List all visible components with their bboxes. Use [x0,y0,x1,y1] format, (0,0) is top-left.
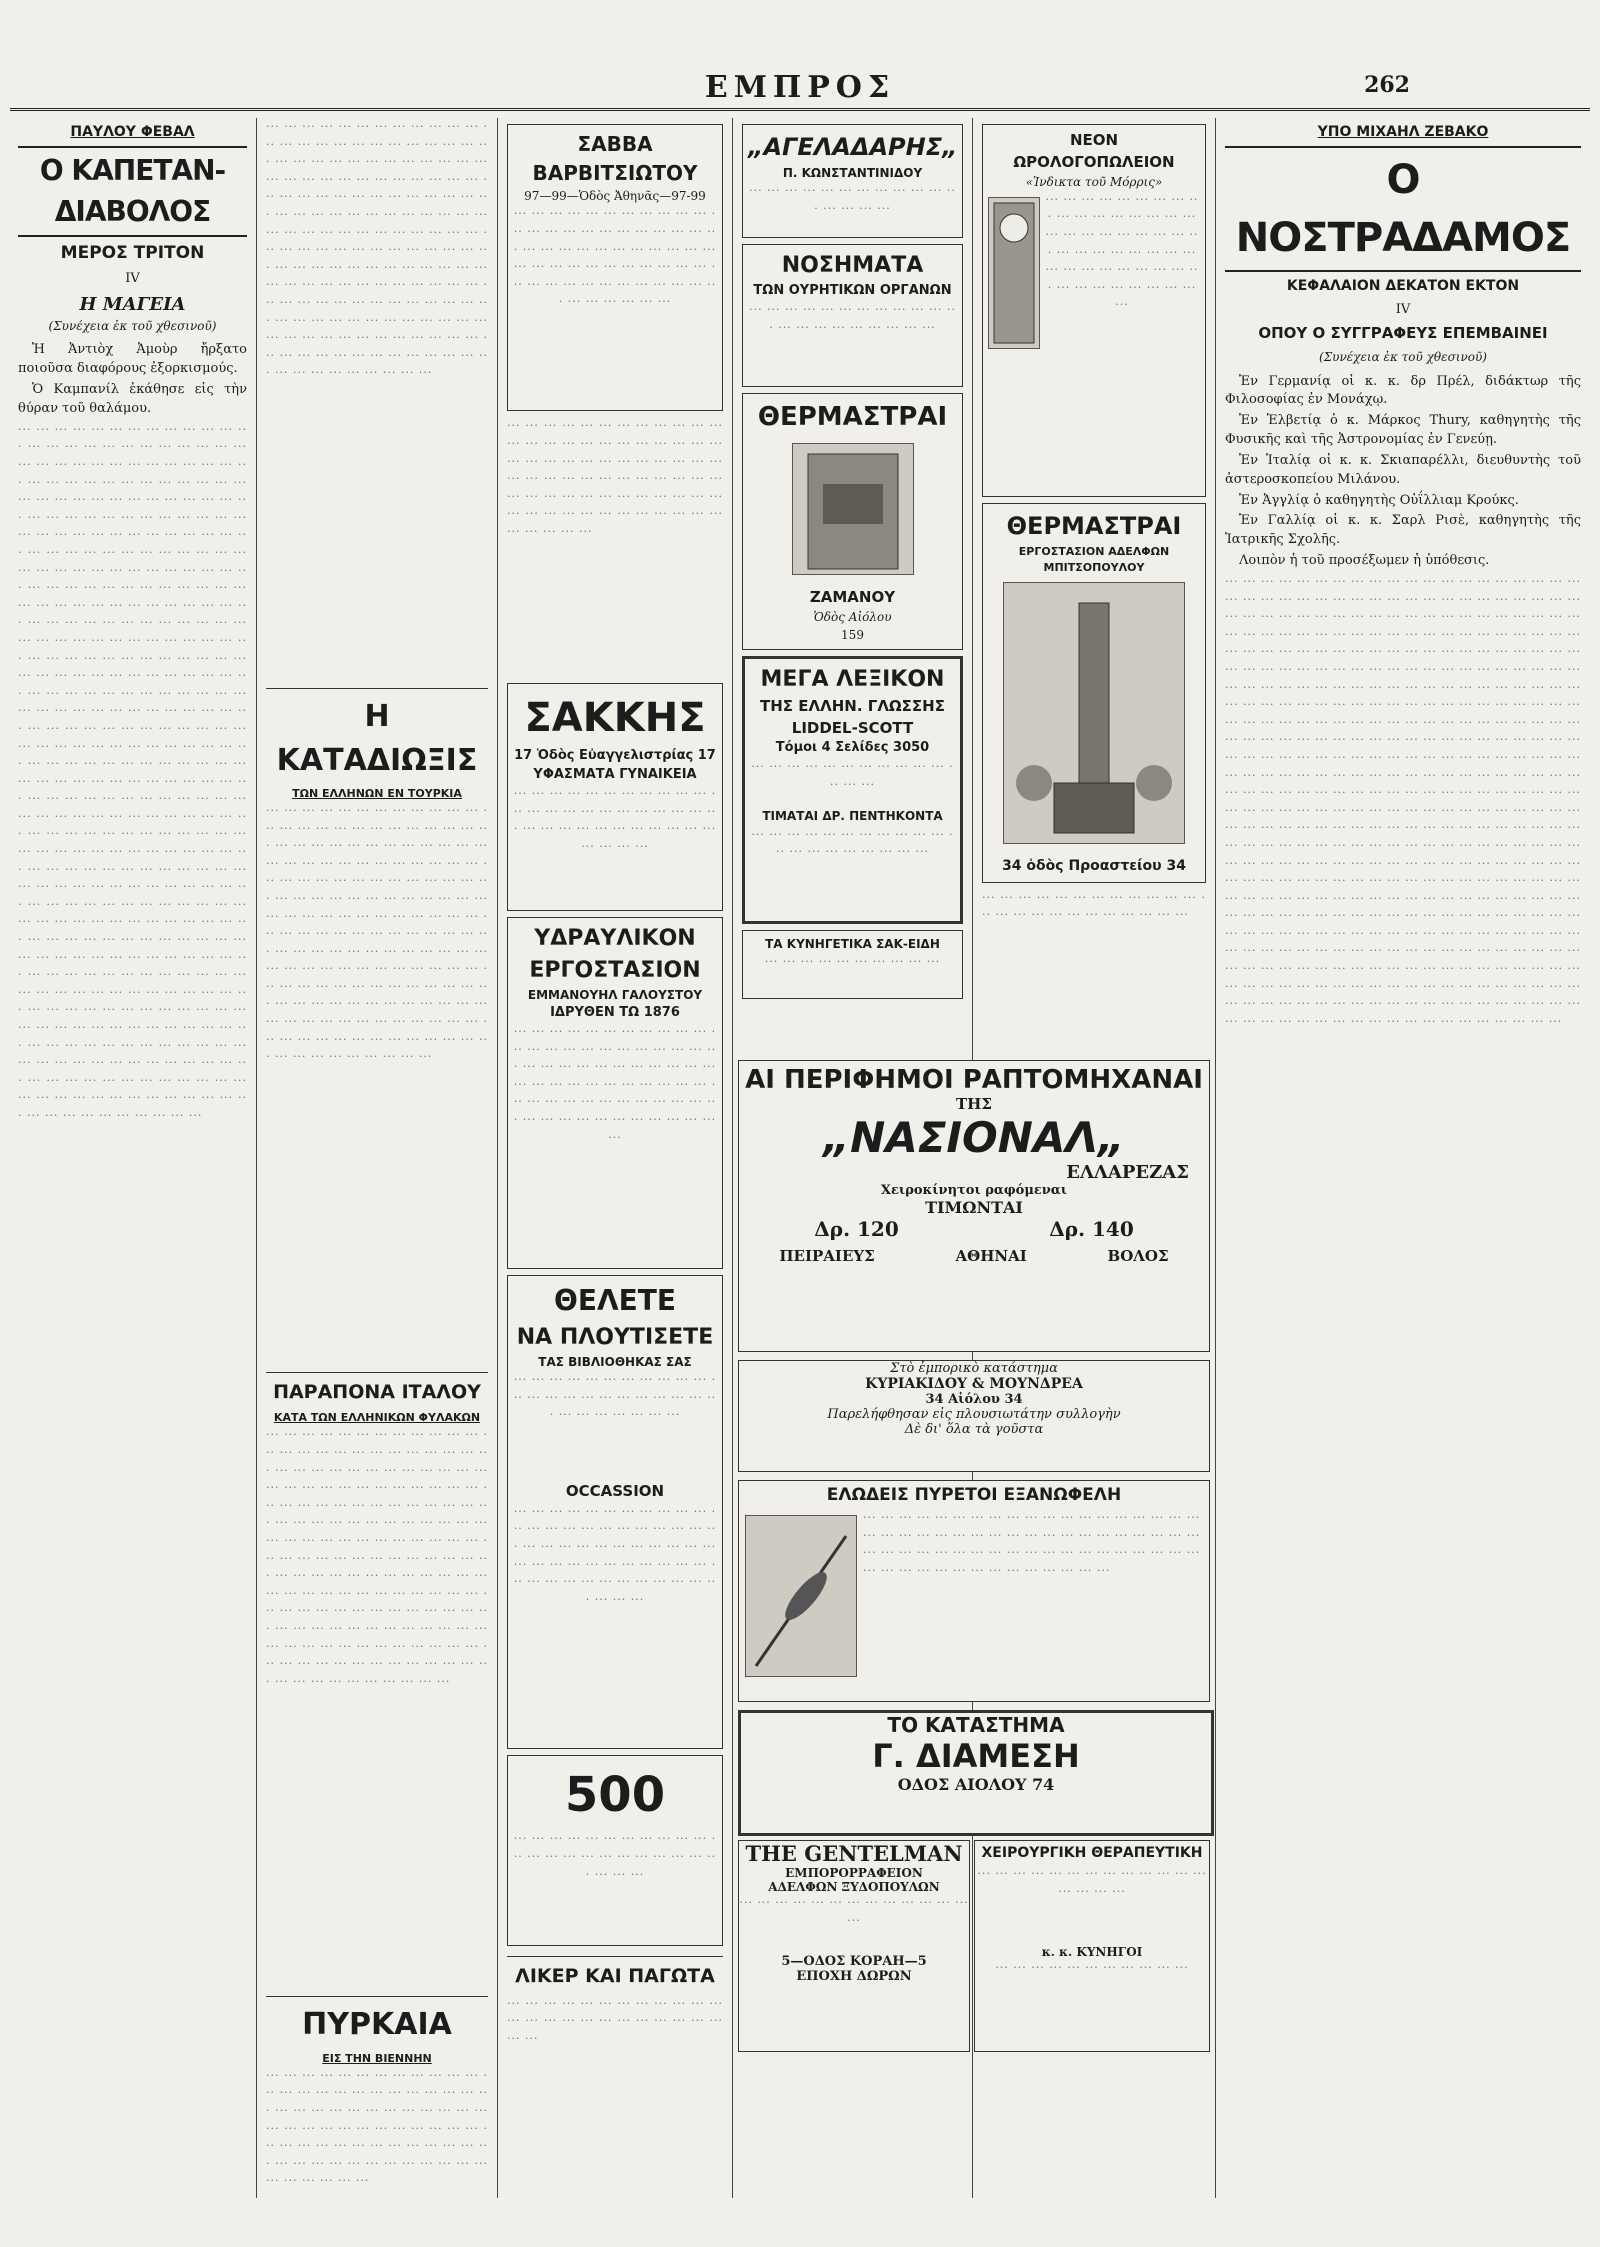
illegible-body-text: ··· ··· ··· ··· ··· ··· ··· ··· ··· ··· ··· ··· ··· ··· ··· ··· ··· ··· ··· ··· ··· ··· ··· ··· ··· ··· ··· ··· ··· ··· ··· ··· ··· ··· ··· ··· ··· ··· ··· ··· ··· ··· ··· ··· ··· ··· ··· ··· ··· ··· ··· ··· ··· ··· ··· ··· ··· ··· ··· ··· ··· ··· ··· ··· ··· ··· ··· ··· ··· ··· ··· ··· ··· ··· ··· ··· ··· ··· ··· ··· ··· ··· ··· ··· ··· ··· ··· ··· ··· ··· ··· ··· ··· ··· ··· ··· ··· ··· ··· ··· ··· ··· ··· ··· ··· ··· ··· ··· ··· ··· ··· ··· ··· ··· ··· ··· ··· ··· ··· ··· ··· ··· ··· ··· ··· ··· ··· ··· ··· ··· ··· ··· ··· ··· ··· ··· ··· ··· ··· ··· ··· ··· ··· ··· ··· ··· ··· ··· ··· ··· ··· ··· ··· ··· ··· ··· ··· ··· ··· ··· ··· ··· ··· ··· ··· ··· ··· ··· ··· ··· ··· ··· ··· ··· ··· ··· ··· ··· ··· ··· ··· ··· ··· ··· ··· ··· ··· ··· ··· ··· ··· ··· ··· ··· ··· ··· ··· ··· ··· ··· ··· ··· ··· ··· ··· ··· ··· ··· ··· ··· ··· ··· ··· ··· ··· ··· ··· ··· ··· ··· ··· ··· ··· ··· ··· ··· ··· ··· ··· ··· ··· ··· ··· ··· ··· ··· ··· ··· ··· ··· ··· ··· ··· ··· ··· ··· ··· ··· ··· ··· ··· ··· ··· ··· ··· ··· ··· ··· ··· ··· ··· ··· ··· ··· ··· ··· ··· ··· ··· ··· ··· ··· ··· ··· ··· ··· ··· ··· ··· ··· ··· ··· ··· ··· ··· ··· ··· ··· ··· ··· ··· ··· ··· ··· ··· ··· ··· ··· ··· ··· ··· ··· ··· ··· ··· ··· ··· ··· ··· ··· ··· ··· ··· ··· ··· ··· ··· ··· ··· ··· ··· ··· ··· ··· ··· ··· ··· ··· ··· ··· ··· ··· ··· ··· ··· ··· ··· ··· ··· ··· ··· ··· ··· ··· ··· ··· ··· ··· ··· ··· ··· ··· ··· ··· ··· ··· ··· ··· ··· ··· ··· ··· ··· ··· ··· ··· ··· ··· ··· ··· ··· ··· ··· ··· ··· ··· ··· ··· ··· ··· ··· ··· ··· ··· ··· ··· ··· ··· ··· ··· ··· ··· ··· ··· ··· ··· ··· ··· ··· ··· ··· ··· ··· ··· ··· ··· ··· ··· ··· ··· ··· ··· ··· ··· ··· ··· ··· ··· ··· ··· ··· ··· ··· ··· ··· ··· ··· ··· ··· ··· ··· ··· ··· ··· ··· ··· ··· ··· ··· ··· ··· ··· ··· ··· ··· ··· ··· ··· ··· ··· ··· ··· ··· ··· ··· ··· ··· ··· ··· ··· ··· ··· ··· ··· ··· ··· ··· ··· ··· ··· ··· ··· ··· ··· ··· ··· ··· ··· ··· ··· ··· ··· ··· ··· ··· ··· ··· ··· ··· ··· ··· ··· ··· ··· ··· ··· ··· ··· [18,422,247,1122]
stove-illustration [792,443,914,575]
ad-stoves-bitsopoulou [982,503,1206,883]
illegible-ad-text: ··· ··· ··· ··· ··· ··· ··· ··· ··· ··· ··· ··· ··· ··· ··· ··· [749,184,956,215]
ad-hunter-heading: κ. κ. ΚΥΝΗΓΟΙ [1041,1945,1143,1959]
stove-illustration [1003,582,1185,844]
page-number: 262 [1364,72,1410,98]
news-headline-italian: ΠΑΡΑΠΟΝΑ ΙΤΑΛΟΥ [266,1372,488,1407]
ad-address: 97—99—Ὁδὸς Ἀθηνᾶς—97-99 [524,189,706,203]
ad-heading: ΕΛΩΔΕΙΣ ΠΥΡΕΤΟΙ ΕΞΑΝΩΦΕΛΗ [826,1485,1122,1505]
ad-fever [738,1480,1210,1702]
illegible-body-text: ··· ··· ··· ··· ··· ··· ··· ··· ··· ··· ··· ··· ··· ··· ··· ··· ··· ··· ··· ··· ··· ··· ··· ··· ··· ··· ··· ··· ··· ··· ··· ··· ··· ··· ··· ··· ··· ··· ··· ··· ··· ··· ··· ··· ··· ··· ··· ··· ··· ··· ··· ··· ··· ··· ··· ··· ··· ··· ··· ··· ··· ··· ··· ··· ··· ··· ··· ··· ··· ··· ··· ··· ··· ··· ··· ··· ··· [507,419,723,538]
serial-paragraph: Ὁ Καμπανίλ ἐκάθησε εἰς τὴν θύραν τοῦ θαλάμου. [18,382,247,416]
serial-part: ΜΕΡΟΣ ΤΡΙΤΟΝ [60,243,205,264]
illegible-ad-text: ··· ··· ··· ··· ··· ··· ··· ··· ··· ··· ··· ··· ··· ··· ··· ··· ··· ··· ··· ··· ··· ··· ··· ··· ··· ··· ··· ··· ··· ··· ··· ··· ··· ··· ··· ··· ··· ··· [513,787,717,853]
serial-paragraph: Λοιπὸν ἡ τοῦ προσέξωμεν ἡ ὑπόθεσις. [1239,553,1490,569]
ad-heading: ΘΕΡΜΑΣΤΡΑΙ [1006,511,1182,540]
serial-author: ΠΑΥΛΟΥ ΦΕΒΑΛ [70,124,195,140]
ad-heading: „ΑΓΕΛΑΔΑΡΗΣ„ [748,133,958,161]
news-headline-fire: ΠΥΡΚΑΙΑ [266,1996,488,2047]
ad-owner: ΑΔΕΛΦΩΝ ΞΥΔΟΠΟΥΛΩΝ [768,1880,940,1894]
illegible-ad-text: ··· ··· ··· ··· ··· ··· ··· ··· ··· ··· ··· ··· ··· ··· ··· ··· ··· ··· ··· ··· ··· ··· ··· ··· ··· ··· ··· ··· ··· ··· ··· ··· ··· ··· ··· ··· ··· ··· ··· ··· ··· ··· ··· ··· ··· ··· ··· ··· ··· ··· ··· ··· ··· ··· ··· ··· ··· ··· ··· ··· [513,1504,717,1606]
ad-intro: ΤΟ ΚΑΤΑΣΤΗΜΑ [887,1713,1065,1737]
ad-heading: ΘΕΡΜΑΣΤΡΑΙ [757,401,948,432]
clock-illustration [988,197,1040,349]
illegible-ad-text: ··· ··· ··· ··· ··· ··· ··· ··· ··· ··· ··· ··· ··· ··· ··· ··· ··· ··· ··· ··· ··· ··· ··· ··· ··· ··· [507,1996,723,2046]
ad-subheading: ΥΦΑΣΜΑΤΑ ΓΥΝΑΙΚΕΙΑ [533,767,697,783]
ad-heading: ΣΑΚΚΗΣ [524,695,706,742]
ad-street: Ὁδὸς Αἰόλου [813,610,892,625]
ad-heading: THE GENTELMAN [745,1841,963,1866]
column-serial-kapetan [10,118,255,2198]
ad-year: ΙΔΡΥΘΕΝ ΤΩ 1876 [550,1005,680,1021]
mosquito-illustration [745,1515,857,1677]
column-divider [256,118,257,2198]
ad-subheading: «Ἰνδικτα τοῦ Μόρρις» [1025,174,1163,189]
illegible-ad-text: ··· ··· ··· ··· ··· ··· ··· ··· ··· ··· ··· ··· ··· ··· ··· ··· ··· ··· ··· ··· ··· ··· ··· ··· ··· ··· [513,1832,717,1881]
masthead [0,70,1600,105]
ad-books [507,1275,723,1749]
ad-line: Στὸ ἐμπορικὸ κατάστημα [890,1361,1058,1376]
column-serial-nostradamus [1217,118,1589,2198]
ad-address: 5—ΟΔΟΣ ΚΟΡΑΗ—5 [781,1954,927,1969]
ad-heading: ΘΕΛΕΤΕ [554,1284,676,1318]
ad-hydraulic-factory [507,917,723,1269]
ad-brand: „ΝΑΣΙΟΝΑΛ„ [823,1113,1125,1162]
column-divider [1215,118,1216,2198]
ad-line: Χειροκίνητοι ραφόμεναι [880,1183,1068,1198]
ad-pages: Τόμοι 4 Σελίδες 3050 [775,740,930,756]
ad-line: ΤΑΣ ΒΙΒΛΙΟΘΗΚΑΣ ΣΑΣ [538,1354,692,1369]
ad-heading: ΑΙ ΠΕΡΙΦΗΜΟΙ ΡΑΠΤΟΜΗΧΑΝΑΙ [745,1065,1203,1095]
ad-sakkis [507,683,723,911]
ad-sewing-machines [738,1060,1210,1352]
illegible-ad-text: ··· ··· ··· ··· ··· ··· ··· ··· ··· ··· ··· ··· ··· ··· ··· ··· ··· ··· ··· ··· [751,827,954,859]
column-divider [732,118,733,2198]
serial-continued-note: (Συνέχεια ἐκ τοῦ χθεσινοῦ) [1319,350,1487,365]
illegible-ad-text: ··· ··· ··· ··· ··· ··· ··· ··· ··· ··· [764,955,941,968]
ad-address: ΟΔΟΣ ΑΙΟΛΟΥ 74 [897,1775,1055,1794]
ad-surgical [974,1840,1210,2052]
ad-heading: ΜΕΓΑ ΛΕΞΙΚΟΝ [760,666,945,692]
ad-line: LIDDEL-SCOTT [791,718,914,737]
ad-heading: ΣΑΒΒΑ ΒΑΡΒΙΤΣΙΩΤΟΥ [532,132,698,185]
ad-line: Παρελήφθησαν εἰς πλουσιωτάτην συλλογὴν [827,1407,1121,1422]
news-subheadline: ΤΩΝ ΕΛΛΗΝΩΝ ΕΝ ΤΟΥΡΚΙΑ [292,787,462,800]
ad-price: Δρ. 120 [814,1217,899,1241]
ad-heading: ΝΕΟΝ ΩΡΟΛΟΓΟΠΩΛΕΙΟΝ [1013,131,1175,171]
ad-city: ΠΕΙΡΑΙΕΥΣ [779,1247,875,1265]
illegible-body-text: ··· ··· ··· ··· ··· ··· ··· ··· ··· ··· ··· ··· ··· ··· ··· ··· ··· ··· ··· ··· ··· ··· ··· ··· [982,890,1206,922]
illegible-ad-text: ··· ··· ··· ··· ··· ··· ··· ··· ··· ··· ··· ··· ··· ··· ··· ··· ··· ··· ··· ··· ··· ··· ··· ··· ··· ··· ··· ··· ··· ··· ··· ··· ··· ··· ··· ··· ··· ··· ··· ··· ··· ··· ··· ··· ··· ··· ··· ··· ··· ··· ··· ··· ··· ··· ··· ··· ··· ··· ··· ··· ··· ··· ··· [513,207,717,309]
ad-subheading: ΤΩΝ ΟΥΡΗΤΙΚΩΝ ΟΡΓΑΝΩΝ [753,283,952,299]
illegible-ad-text: ··· ··· ··· ··· ··· ··· ··· ··· ··· ··· ··· ··· ··· ··· ··· ··· ··· [977,1867,1207,1898]
serial-continued-note: (Συνέχεια ἐκ τοῦ χθεσινοῦ) [48,319,217,334]
serial-paragraph: Ἐν Ἑλβετίᾳ ὁ κ. Μάρκος Thury, καθηγητὴς τῆς Φυσικῆς καὶ τῆς Ἀστρονομίας ἐν Γενεύῃ. [1225,413,1581,448]
newspaper-title: ΕΜΠΡΟΣ [704,70,896,105]
ad-hunting [742,930,963,999]
ad-heading: ΧΕΙΡΟΥΡΓΙΚΗ ΘΕΡΑΠΕΥΤΙΚΗ [981,1845,1203,1861]
ad-subheading: ΕΜΜΑΝΟΥΗΛ ΓΑΛΟΥΣΤΟΥ [527,987,703,1002]
ad-city: ΑΘΗΝΑΙ [955,1247,1027,1265]
column-divider [497,118,498,2198]
serial-paragraph: Ἐν Γερμανίᾳ οἱ κ. κ. δρ Πρέλ, διδάκτωρ τῆς Φιλοσοφίας ἐν Μονάχῳ. [1225,373,1581,408]
column-ads-1 [499,118,731,2198]
ad-city: ΒΟΛΟΣ [1107,1247,1169,1265]
news-subheadline: ΕΙΣ ΤΗΝ ΒΙΕΝΝΗΝ [322,2051,432,2065]
serial-paragraph: Ἡ Ἀντιὸχ Ἀμοὺρ ἤρξατο ποιοῦσα διαφόρους ἐξορκισμούς. [18,342,247,377]
ad-gentleman [738,1840,970,2052]
news-subheadline: ΚΑΤΑ ΤΩΝ ΕΛΛΗΝΙΚΩΝ ΦΥΛΑΚΩΝ [273,1411,481,1425]
masthead-rule [10,108,1590,111]
column-news [258,118,496,2198]
ad-price: Δρ. 140 [1049,1217,1134,1241]
ad-subheading: ΕΜΠΟΡΟΡΡΑΦΕΙΟΝ [785,1866,923,1880]
ad-representative: ΕΛΛΑΡΕΖΑΣ [1066,1162,1189,1183]
ad-heading: Γ. ΔΙΑΜΕΣΗ [872,1737,1080,1775]
ad-heading: ΥΔΡΑΥΛΙΚΟΝ ΕΡΓΟΣΤΑΣΙΟΝ [529,926,701,983]
ad-watchmaker [982,124,1206,497]
ad-line: Δὲ δι' ὅλα τὰ γοῦστα [904,1422,1044,1437]
ad-500-envelopes [507,1755,723,1947]
illegible-ad-text: ··· ··· ··· ··· ··· ··· ··· ··· ··· ··· ··· ··· ··· ··· ··· ··· ··· ··· ··· ··· ··· ··· ··· ··· ··· ··· ··· ··· ··· ··· ··· ··· ··· ··· ··· ··· ··· ··· ··· ··· ··· ··· ··· ··· ··· ··· ··· ··· ··· ··· ··· ··· ··· ··· ··· ··· ··· ··· ··· ··· ··· ··· ··· ··· ··· ··· ··· ··· ··· [513,1025,717,1144]
ad-subheading: ΤΗΣ ΕΛΛΗΝ. ΓΛΩΣΣΗΣ [760,696,945,715]
serial-roman-numeral: IV [1395,301,1411,317]
illegible-ad-text: ··· ··· ··· ··· ··· ··· ··· ··· ··· ··· ··· ··· ··· ··· ··· ··· ··· ··· ··· ··· ··· ··· ··· ··· ··· ··· ··· ··· ··· ··· [513,1372,717,1422]
illegible-body-text: ··· ··· ··· ··· ··· ··· ··· ··· ··· ··· ··· ··· ··· ··· ··· ··· ··· ··· ··· ··· ··· ··· ··· ··· ··· ··· ··· ··· ··· ··· ··· ··· ··· ··· ··· ··· ··· ··· ··· ··· ··· ··· ··· ··· ··· ··· ··· ··· ··· ··· ··· ··· ··· ··· ··· ··· ··· ··· ··· ··· ··· ··· ··· ··· ··· ··· ··· ··· ··· ··· ··· ··· ··· ··· ··· ··· ··· ··· ··· ··· ··· ··· ··· ··· ··· ··· ··· ··· ··· ··· ··· ··· ··· ··· ··· ··· ··· ··· ··· ··· ··· ··· ··· ··· ··· ··· ··· ··· ··· ··· ··· ··· ··· ··· ··· ··· ··· ··· ··· ··· ··· ··· ··· ··· ··· ··· ··· ··· ··· ··· ··· ··· ··· ··· ··· ··· ··· ··· ··· ··· ··· ··· ··· ··· ··· ··· ··· ··· ··· ··· ··· ··· ··· ··· ··· ··· ··· ··· ··· ··· ··· ··· ··· ··· ··· ··· ··· ··· ··· ··· ··· ··· ··· ··· ··· ··· ··· ··· ··· ··· ··· ··· ··· ··· ··· ··· ··· ··· ··· ··· ··· ··· ··· ··· ··· ··· ··· ··· ··· ··· ··· ··· ··· ··· ··· ··· ··· ··· ··· ··· ··· ··· ··· ··· ··· ··· ··· ··· ··· ··· ··· ··· ··· ··· ··· ··· ··· ··· ··· ··· ··· ··· ··· ··· ··· ··· ··· ··· ··· ··· ··· ··· ··· ··· ··· ··· ··· ··· ··· ··· ··· ··· ··· ··· ··· ··· ··· ··· ··· ··· ··· ··· ··· ··· ··· ··· ··· ··· ··· ··· ··· ··· ··· ··· ··· ··· ··· ··· ··· ··· ··· ··· ··· ··· ··· ··· ··· ··· ··· ··· ··· ··· ··· ··· ··· ··· ··· ··· ··· ··· ··· ··· ··· ··· ··· ··· ··· ··· ··· ··· ··· ··· ··· ··· ··· ··· ··· ··· ··· ··· ··· ··· ··· ··· ··· ··· ··· ··· ··· ··· ··· ··· ··· ··· ··· ··· ··· ··· ··· ··· ··· ··· ··· ··· ··· ··· ··· ··· ··· ··· ··· ··· ··· ··· ··· ··· ··· ··· ··· ··· ··· ··· ··· ··· ··· ··· ··· ··· ··· ··· ··· ··· ··· ··· ··· ··· ··· ··· ··· ··· ··· ··· ··· ··· ··· ··· ··· ··· ··· ··· ··· ··· ··· ··· ··· ··· ··· ··· ··· ··· ··· ··· ··· ··· ··· ··· ··· ··· ··· ··· ··· ··· ··· ··· ··· ··· ··· ··· ··· ··· ··· ··· ··· ··· ··· ··· ··· ··· ··· ··· ··· ··· ··· ··· ··· ··· ··· ··· ··· ··· ··· ··· ··· ··· ··· ··· ··· ··· ··· ··· ··· ··· ··· ··· ··· ··· ··· ··· ··· ··· ··· ··· ··· ··· ··· ··· ··· ··· ··· ··· ··· ··· ··· ··· ··· ··· ··· ··· ··· ··· ··· ··· ··· ··· ··· ··· ··· ··· ··· ··· ··· ··· ··· ··· ··· ··· ··· ··· ··· ··· ··· ··· ··· ··· ··· ··· ··· ··· ··· ··· ··· ··· ··· ··· ··· ··· ··· ··· ··· [1225,575,1581,1028]
ad-lexicon [742,656,963,924]
serial-chapter-title: ΟΠΟΥ Ο ΣΥΓΓΡΑΦΕΥΣ ΕΠΕΜΒΑΙΝΕΙ [1258,324,1548,343]
ad-subheading: ΝΑ ΠΛΟΥΤΙΣΕΤΕ [516,1324,714,1350]
ad-liqueurs-heading: ΛΙΚΕΡ ΚΑΙ ΠΑΓΩΤΑ [507,1956,723,1991]
serial-chapter-label: ΚΕΦΑΛΑΙΟΝ ΔΕΚΑΤΟΝ ΕΚΤΟΝ [1286,278,1520,295]
illegible-body-text: ··· ··· ··· ··· ··· ··· ··· ··· ··· ··· ··· ··· ··· ··· ··· ··· ··· ··· ··· ··· ··· ··· ··· ··· ··· ··· ··· ··· ··· ··· ··· ··· ··· ··· ··· ··· ··· ··· ··· ··· ··· ··· ··· ··· ··· ··· ··· ··· ··· ··· ··· ··· ··· ··· ··· ··· ··· ··· ··· ··· ··· ··· ··· ··· ··· ··· ··· ··· ··· ··· ··· ··· ··· ··· ··· ··· ··· ··· ··· ··· ··· ··· ··· ··· ··· ··· ··· ··· ··· ··· ··· ··· ··· ··· ··· ··· ··· ··· ··· ··· ··· ··· ··· ··· ··· ··· ··· ··· ··· ··· ··· ··· ··· ··· ··· ··· ··· ··· ··· ··· ··· ··· ··· ··· ··· ··· ··· ··· ··· ··· ··· ··· ··· ··· ··· ··· ··· ··· ··· ··· ··· ··· ··· ··· ··· ··· ··· ··· ··· ··· ··· ··· ··· ··· ··· ··· ··· ··· ··· ··· ··· ··· ··· ··· ··· ··· ··· ··· ··· ··· ··· ··· ··· ··· ··· ··· ··· ··· ··· ··· ··· ··· [266,803,488,1064]
ad-line: 17 Ὁδὸς Εὐαγγελιστρίας 17 [514,748,716,764]
ad-subheading: ΕΡΓΟΣΤΑΣΙΟΝ ΑΔΕΛΦΩΝ ΜΠΙΤΣΟΠΟΥΛΟΥ [1018,544,1170,574]
serial-author: ΥΠΟ ΜΙΧΑΗΛ ΖΕΒΑΚΟ [1317,124,1489,140]
illegible-ad-text: ··· ··· ··· ··· ··· ··· ··· ··· ··· ··· ··· ··· ··· ··· [751,760,954,791]
serial-paragraph: Ἐν Ἰταλίᾳ οἱ κ. κ. Σκιαπαρέλλι, διευθυντὴς τοῦ ἀστεροσκοπείου Μιλάνου. [1225,452,1581,487]
illegible-ad-text: ··· ··· ··· ··· ··· ··· ··· ··· ··· ··· ··· ··· ··· ··· ··· ··· ··· ··· ··· ··· ··· ··· ··· ··· ··· ··· ··· ··· ··· ··· ··· ··· ··· ··· ··· ··· ··· ··· ··· ··· ··· ··· ··· ··· ··· ··· ··· ··· ··· ··· ··· ··· [1045,192,1199,312]
ad-urinary [742,244,963,387]
ad-price-label: ΤΙΜΩΝΤΑΙ [925,1198,1023,1217]
illegible-body-text: ··· ··· ··· ··· ··· ··· ··· ··· ··· ··· ··· ··· ··· ··· ··· ··· ··· ··· ··· ··· ··· ··· ··· ··· ··· ··· ··· ··· ··· ··· ··· ··· ··· ··· ··· ··· ··· ··· ··· ··· ··· ··· ··· ··· ··· ··· ··· ··· ··· ··· ··· ··· ··· ··· ··· ··· ··· ··· ··· ··· ··· ··· ··· ··· ··· ··· ··· ··· ··· ··· ··· ··· ··· ··· ··· ··· ··· ··· ··· ··· ··· ··· ··· ··· ··· ··· ··· ··· ··· ··· ··· ··· ··· ··· ··· ··· ··· ··· ··· ··· ··· ··· ··· ··· ··· ··· ··· ··· ··· ··· ··· ··· ··· ··· ··· ··· ··· ··· ··· ··· ··· ··· ··· ··· ··· ··· ··· ··· ··· ··· ··· ··· ··· ··· ··· ··· ··· ··· ··· ··· ··· ··· ··· ··· ··· ··· ··· ··· ··· ··· ··· ··· ··· ··· ··· ··· ··· ··· ··· ··· ··· ··· ··· ··· ··· ··· ··· ··· ··· ··· ··· ··· ··· ··· ··· ··· ··· ··· ··· ··· ··· ··· [266,120,488,380]
serial-title: Ο ΝΟΣΤΡΑΔΑΜΟΣ [1225,146,1581,272]
ad-barvitsiotou [507,124,723,411]
ad-diamesi [738,1710,1214,1836]
serial-title: Ο ΚΑΠΕΤΑΝ-ΔΙΑΒΟΛΟΣ [18,146,247,237]
ad-season: ΕΠΟΧΗ ΔΩΡΩΝ [796,1969,912,1984]
ad-owner: Π. ΚΩΝΣΤΑΝΤΙΝΙΔΟΥ [782,165,923,180]
illegible-ad-text: ··· ··· ··· ··· ··· ··· ··· ··· ··· ··· ··· ··· ··· ··· [739,1896,969,1927]
ad-store-name: ΚΥΡΙΑΚΙΔΟΥ & ΜΟΥΝΔΡΕΑ [865,1376,1083,1392]
serial-paragraph: Ἐν Γαλλίᾳ οἱ κ. κ. Σαρλ Ρισὲ, καθηγητὴς τῆς Ἰατρικῆς Σχολῆς. [1225,513,1581,548]
ad-address: 34 Αἰόλου 34 [925,1392,1023,1407]
ad-the: ΤΗΣ [956,1095,992,1113]
serial-chapter-title: Η ΜΑΓΕΙΑ [79,293,186,315]
ad-heading: ΤΑ ΚΥΝΗΓΕΤΙΚΑ ΣΑΚ-ΕΙΔΗ [765,936,940,951]
illegible-ad-text: ··· ··· ··· ··· ··· ··· ··· ··· ··· ··· ··· ··· ··· ··· ··· ··· ··· ··· ··· ··· ··· [749,302,956,334]
ad-big-number: 500 [564,1766,666,1823]
serial-roman-numeral: IV [125,271,140,287]
ad-store-name: ΖΑΜΑΝΟΥ [809,588,896,607]
ad-occasion: OCCASSION [565,1481,665,1500]
ad-price: ΤΙΜΑΤΑΙ ΔΡ. ΠΕΝΤΗΚΟΝΤΑ [762,809,943,824]
illegible-ad-text: ··· ··· ··· ··· ··· ··· ··· ··· ··· ··· ··· [995,1961,1189,1974]
serial-paragraph: Ἐν Ἀγγλίᾳ ὁ καθηγητὴς Οὐΐλλιαμ Κρούκς. [1239,492,1519,508]
ad-street-number: 159 [841,627,864,642]
ad-address: 34 ὁδὸς Προαστείου 34 [1002,858,1186,875]
ad-heading: ΝΟΣΗΜΑΤΑ [781,253,924,279]
ad-stoves-zamanou [742,393,963,650]
illegible-ad-text: ··· ··· ··· ··· ··· ··· ··· ··· ··· ··· ··· ··· ··· ··· ··· ··· ··· ··· ··· ··· ··· ··· ··· ··· ··· ··· ··· ··· ··· ··· ··· ··· ··· ··· ··· ··· ··· ··· ··· ··· ··· ··· ··· ··· ··· ··· ··· ··· ··· ··· ··· ··· ··· ··· ··· ··· ··· ··· ··· ··· ··· ··· ··· ··· ··· ··· ··· ··· ··· ··· ··· [863,1511,1201,1577]
ad-kyriakidou-store [738,1360,1210,1472]
illegible-body-text: ··· ··· ··· ··· ··· ··· ··· ··· ··· ··· ··· ··· ··· ··· ··· ··· ··· ··· ··· ··· ··· ··· ··· ··· ··· ··· ··· ··· ··· ··· ··· ··· ··· ··· ··· ··· ··· ··· ··· ··· ··· ··· ··· ··· ··· ··· ··· ··· ··· ··· ··· ··· ··· ··· ··· ··· ··· ··· ··· ··· ··· ··· ··· ··· ··· ··· ··· ··· ··· ··· ··· ··· ··· ··· ··· ··· ··· ··· ··· ··· ··· ··· ··· ··· ··· ··· ··· ··· ··· ··· ··· ··· ··· ··· ··· ··· ··· ··· ··· ··· ··· ··· ··· ··· ··· ··· ··· ··· ··· ··· ··· ··· ··· ··· ··· ··· ··· ··· ··· ··· ··· ··· ··· ··· ··· ··· ··· ··· ··· ··· ··· ··· ··· ··· ··· ··· ··· ··· ··· ··· ··· ··· ··· ··· ··· ··· ··· ··· ··· ··· ··· ··· ··· ··· ··· ··· ··· ··· ··· ··· ··· ··· ··· ··· ··· ··· ··· ··· ··· ··· ··· ··· ··· ··· ··· ··· ··· ··· ··· ··· ··· ··· ··· [266,1428,488,1688]
ad-ageladaris [742,124,963,238]
news-headline-katadioxis: Η ΚΑΤΑΔΙΩΞΙΣ [266,688,488,782]
illegible-body-text: ··· ··· ··· ··· ··· ··· ··· ··· ··· ··· ··· ··· ··· ··· ··· ··· ··· ··· ··· ··· ··· ··· ··· ··· ··· ··· ··· ··· ··· ··· ··· ··· ··· ··· ··· ··· ··· ··· ··· ··· ··· ··· ··· ··· ··· ··· ··· ··· ··· ··· ··· ··· ··· ··· ··· ··· ··· ··· ··· ··· ··· ··· ··· ··· ··· ··· ··· ··· ··· ··· ··· ··· ··· ··· ··· ··· ··· ··· ··· ··· [266,2068,488,2188]
